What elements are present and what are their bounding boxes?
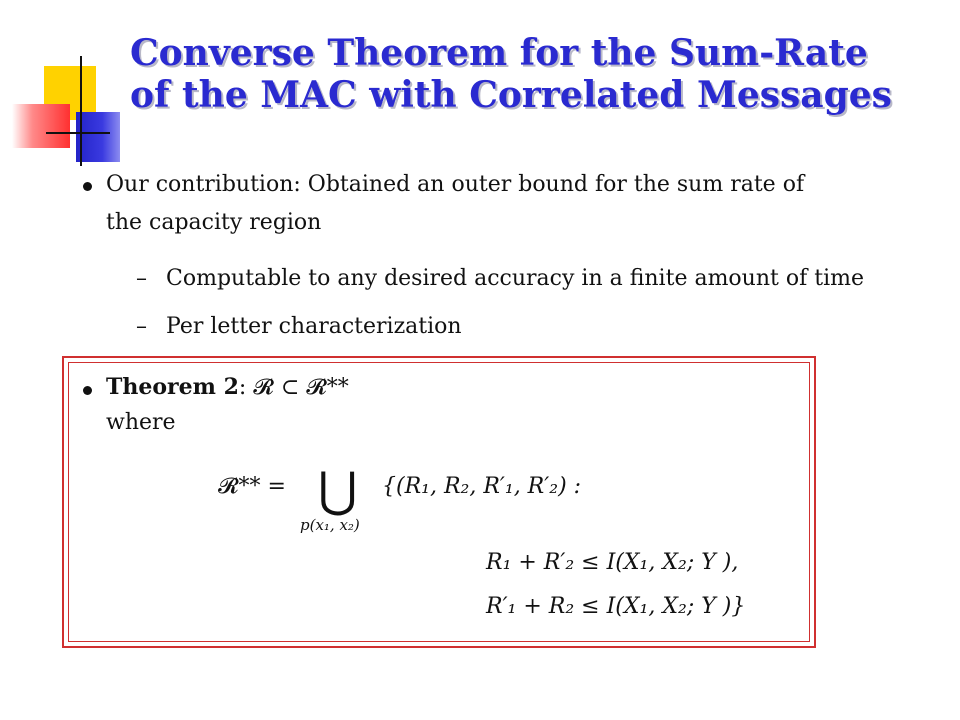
- theorem-where: where: [106, 410, 176, 435]
- sub-bullet-per-letter: Per letter characterization: [166, 314, 462, 339]
- logo-blue-square: [76, 112, 120, 162]
- sub-bullet-dash-1: –: [136, 266, 147, 291]
- theorem-label: Theorem 2: [106, 374, 239, 400]
- union-symbol: ⋃: [318, 462, 358, 518]
- formula-lhs: 𝓡** =: [218, 474, 286, 499]
- title-line-2: of the MAC with Correlated Messages: [130, 74, 892, 116]
- title-line-1: Converse Theorem for the Sum-Rate: [130, 32, 868, 74]
- inequality-2: R′₁ + R₂ ≤ I(X₁, X₂; Y )}: [486, 594, 746, 619]
- union-subscript: p(x₁, x₂): [300, 516, 360, 534]
- sub-bullet-computable: Computable to any desired accuracy in a finite amount of time: [166, 266, 864, 291]
- slide-title: [130, 32, 940, 116]
- theorem-relation: : 𝓡 ⊂ 𝓡**: [238, 375, 349, 400]
- logo-vertical-line: [80, 56, 82, 166]
- inequality-1: R₁ + R′₂ ≤ I(X₁, X₂; Y ),: [486, 550, 739, 575]
- contribution-text-line-1: Our contribution: Obtained an outer bound for the sum rate of: [106, 172, 805, 197]
- bullet-dot-contribution: [83, 182, 92, 191]
- formula-set-open: {(R₁, R₂, R′₁, R′₂) :: [382, 474, 582, 499]
- logo-red-square: [12, 104, 70, 148]
- logo-horizontal-line: [46, 132, 110, 134]
- theorem-statement: [106, 374, 349, 400]
- bullet-dot-theorem: [83, 386, 92, 395]
- contribution-text-line-2: the capacity region: [106, 210, 322, 235]
- sub-bullet-dash-2: –: [136, 314, 147, 339]
